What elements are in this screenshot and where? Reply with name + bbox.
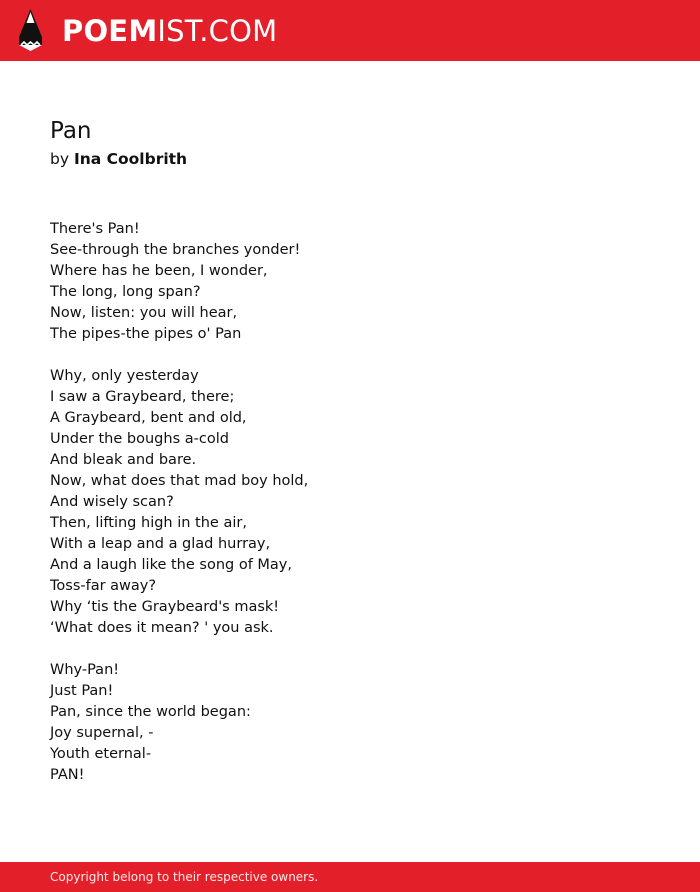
poem-title: Pan <box>50 118 92 144</box>
poem-line: Just Pan! <box>50 683 114 699</box>
pencil-tip-icon[interactable] <box>17 9 44 51</box>
poem-line: I saw a Graybeard, there; <box>50 389 235 405</box>
brand-name-light: IST.COM <box>157 14 278 48</box>
poem-line: Under the boughs a-cold <box>50 431 229 447</box>
poem-line: The long, long span? <box>50 284 201 300</box>
poem-line: Why ‘tis the Graybeard's mask! <box>50 599 280 615</box>
copyright-notice: Copyright belong to their respective owners. <box>50 870 319 884</box>
poem-line: Toss-far away? <box>50 578 157 594</box>
poem-line: And a laugh like the song of May, <box>50 557 292 573</box>
poem-line: The pipes-the pipes o' Pan <box>50 326 242 342</box>
author-name: Ina Coolbrith <box>73 150 188 168</box>
brand-name-bold: POEM <box>62 14 158 48</box>
site-logo-link[interactable] <box>62 14 277 48</box>
stanza-3 <box>50 660 650 786</box>
poem-line: Then, lifting high in the air, <box>50 515 247 531</box>
poem-line: Now, listen: you will hear, <box>50 305 238 321</box>
poem-line: And bleak and bare. <box>50 452 197 468</box>
byline-prefix: by <box>50 150 70 168</box>
poem-body <box>50 219 650 807</box>
poem-line: Pan, since the world began: <box>50 704 251 720</box>
top-bar <box>0 0 700 61</box>
poem-line: See-through the branches yonder! <box>50 242 301 258</box>
stanza-1 <box>50 219 650 345</box>
poem-line: A Graybeard, bent and old, <box>50 410 247 426</box>
poem-line: Why-Pan! <box>50 662 120 678</box>
poem-line: There's Pan! <box>50 221 140 237</box>
poem-line: Now, what does that mad boy hold, <box>50 473 309 489</box>
poem-line: Why, only yesterday <box>50 368 199 384</box>
footer-bar <box>0 862 700 892</box>
poem-line: PAN! <box>50 767 85 783</box>
stanza-2 <box>50 366 650 639</box>
poem-line: Youth eternal- <box>50 746 152 762</box>
poem-byline <box>50 148 187 170</box>
poem-line: With a leap and a glad hurray, <box>50 536 271 552</box>
poem-line: ‘What does it mean? ' you ask. <box>50 620 274 636</box>
poem-line: And wisely scan? <box>50 494 174 510</box>
poem-line: Where has he been, I wonder, <box>50 263 268 279</box>
poem-line: Joy supernal, - <box>50 725 154 741</box>
